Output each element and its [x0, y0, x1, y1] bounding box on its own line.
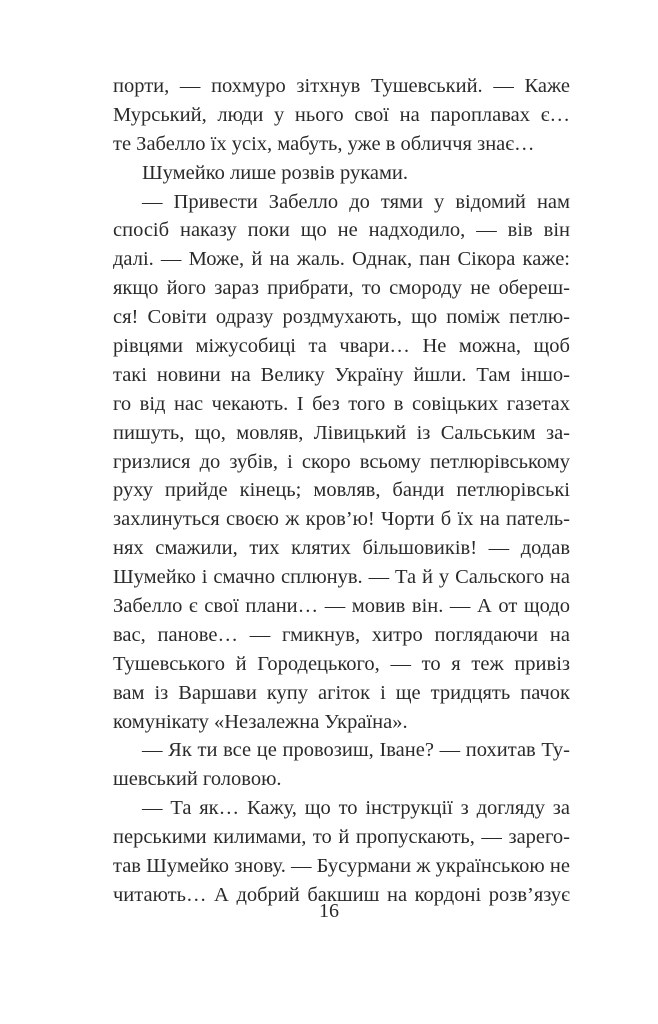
text-line: шевський головою. [113, 768, 282, 791]
text-line: такі новини на Велику Україну йшли. Там іншо- [113, 363, 570, 386]
text-line: пишуть, що, мовляв, Лівицький із Сальським за- [113, 421, 570, 444]
text-line: гризлися до зубів, і скоро всьому петлюрівському [113, 450, 570, 473]
text-line: рівцями міжусобиці та чвари… Не можна, щоб [113, 335, 570, 358]
text-line: Мурський, люди у нього свої на пароплавах є… [113, 103, 570, 126]
text-line: вас, панове… — гмикнув, хитро поглядаючи на [113, 623, 570, 646]
text-line: Шумейко і смачно сплюнув. — Та й у Сальского на [113, 566, 570, 589]
text-line: далі. — Може, й на жаль. Однак, пан Сікора каже: [113, 248, 570, 271]
text-line: Тушевського й Городецького, — то я теж привіз [113, 652, 570, 675]
text-line: нях смажили, тих клятих більшовиків! — додав [113, 537, 570, 560]
text-line: комунікату «Незалежна Україна». [113, 710, 408, 733]
text-line: захлинуться своєю ж кров’ю! Чорти б їх на патель- [113, 508, 570, 531]
text-line: Шумейко лише розвів руками. [142, 161, 409, 184]
text-line: — Та як… Кажу, що то інструкції з догляду за [142, 797, 570, 820]
text-line: Забелло є свої плани… — мовив він. — А от щодо [113, 595, 570, 618]
text-line: ся! Совіти одразу роздмухають, що поміж петлю- [113, 306, 570, 329]
text-line: перськими килимами, то й пропускають, — зарего- [113, 826, 570, 849]
text-line: вам із Варшави купу агіток і ще тридцять пачок [113, 681, 570, 704]
text-line: — Як ти все це провозиш, Іване? — похитав Ту- [142, 739, 570, 762]
text-line: тав Шумейко знову. — Бусурмани ж українською не [113, 855, 570, 878]
text-line: якщо його зараз прибрати, то смороду не обереш- [113, 277, 570, 300]
text-line: порти, — похмуро зітхнув Тушевський. — Каже [113, 75, 570, 97]
text-line: го від нас чекають. І без того в совіцьких газетах [113, 392, 570, 415]
page-number: 16 [319, 900, 339, 922]
text-line: читають… А добрий бакшиш на кордоні розв’язує [113, 883, 570, 906]
page-body-text [113, 72, 570, 910]
text-line: руху прийде кінець; мовляв, банди петлюрівські [113, 479, 570, 502]
text-line: — Привести Забелло до тями у відомий нам [142, 190, 570, 213]
text-line: те Забелло їх усіх, мабуть, уже в обличчя знає… [113, 132, 535, 155]
text-line: спосіб наказу поки що не надходило, — вів він [113, 219, 570, 242]
